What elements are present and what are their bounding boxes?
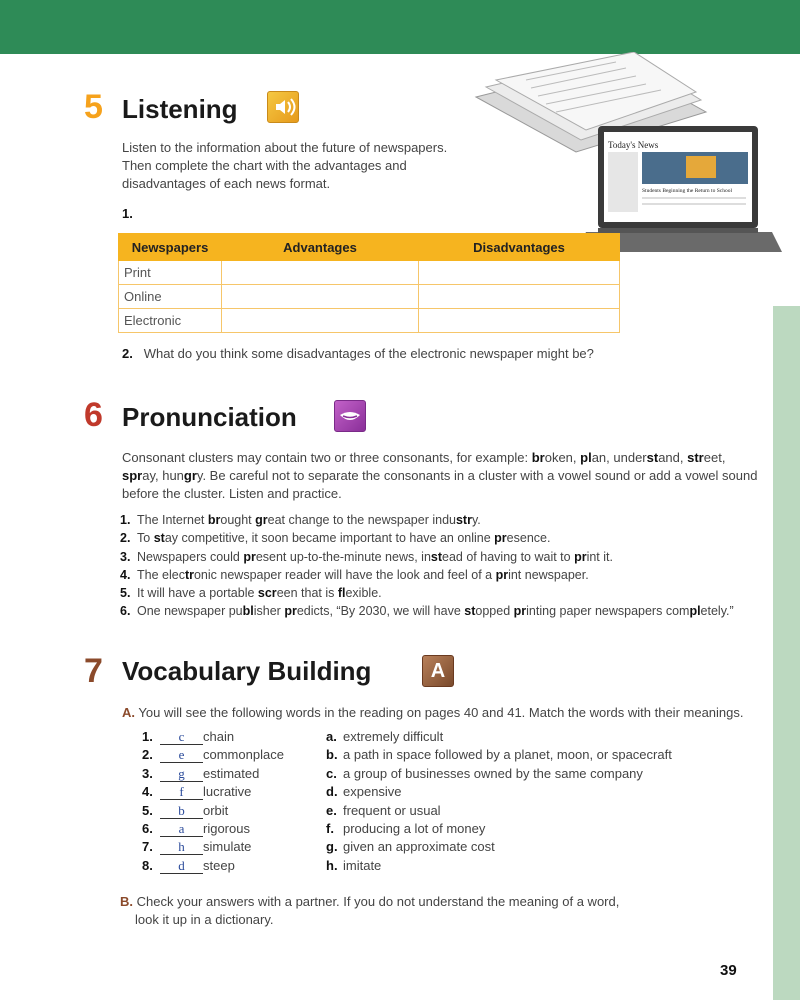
meaning-row: a. extremely difficult	[326, 729, 444, 744]
meaning-row: e. frequent or usual	[326, 802, 441, 818]
meaning-row: d. expensive	[326, 784, 402, 800]
disadvantages-cell[interactable]	[419, 309, 620, 333]
meaning-row: c. a group of businesses owned by the same company	[326, 765, 643, 781]
answer-blank[interactable]: g	[160, 767, 203, 782]
word: steep	[203, 857, 235, 873]
list-item: 2. To stay competitive, it soon became important to have an online presence.	[120, 531, 551, 546]
list-item: 6. One newspaper publisher predicts, “By 2030, we will have stopped printing paper newspapers completely.”	[120, 604, 734, 619]
answer-blank[interactable]: a	[160, 822, 203, 837]
meaning-row: g. given an approximate cost	[326, 839, 495, 855]
answer-blank[interactable]: e	[160, 748, 203, 763]
listening-instructions: Listen to the information about the future of newspapers. Then complete the chart with the advantages and disadvantages of each news format.	[122, 140, 448, 191]
disadvantages-cell[interactable]	[419, 285, 620, 309]
section-7-number: 7	[84, 652, 103, 690]
part-b-label: B.	[120, 894, 133, 909]
disadvantages-cell[interactable]	[419, 261, 620, 285]
pronunciation-list	[120, 511, 734, 621]
vocabulary-icon: A	[422, 655, 454, 687]
word-row: 1. c chain	[142, 729, 235, 744]
section-7-title: Vocabulary Building	[122, 656, 372, 686]
screen-masthead: Today's News	[608, 140, 659, 150]
meaning-row: h. imitate	[326, 857, 382, 873]
row-label: Electronic	[119, 309, 222, 333]
word-row: 8. d steep	[142, 857, 235, 873]
table-row	[119, 309, 620, 333]
advantages-cell[interactable]	[222, 309, 419, 333]
part-a-label: A.	[122, 705, 135, 720]
list-item: 3. Newspapers could present up-to-the-minute news, instead of having to wait to print it.	[120, 549, 613, 564]
pronunciation-intro: Consonant clusters may contain two or three consonants, for example: broken, plan, understand, street, spray, hungry. Be careful not to separate the consonants in a cluster with a vowel sound or add a vowel sound before the cluster. Listen and practice.	[122, 450, 758, 501]
part-a-text: You will see the following words in the reading on pages 40 and 41. Match the words with their meanings.	[138, 705, 744, 720]
row-label: Online	[119, 285, 222, 309]
side-tab	[773, 306, 800, 1000]
word: estimated	[203, 765, 260, 781]
pronunciation-mouth-icon	[334, 400, 366, 432]
word-row: 7. h simulate	[142, 839, 252, 855]
word-row: 6. a rigorous	[142, 820, 250, 836]
row-label: Print	[119, 261, 222, 285]
part-b-instructions: B. Check your answers with a partner. If you do not understand the meaning of a word, look it up in a dictionary.	[120, 894, 620, 927]
advantages-cell[interactable]	[222, 261, 419, 285]
header-newspapers: Newspapers	[119, 234, 222, 261]
word: commonplace	[203, 747, 284, 763]
page-number: 39	[720, 962, 737, 979]
word-row: 2. e commonplace	[142, 747, 284, 763]
word: rigorous	[203, 820, 250, 836]
advantages-cell[interactable]	[222, 285, 419, 309]
vocabulary-words	[142, 728, 284, 875]
part-a-instructions	[122, 704, 772, 722]
question-1-number: 1.	[122, 206, 133, 221]
table-row	[119, 285, 620, 309]
meaning-row: b. a path in space followed by a planet, moon, or spacecraft	[326, 747, 672, 763]
word: simulate	[203, 839, 252, 855]
header-advantages: Advantages	[222, 234, 419, 261]
question-2-number: 2.	[122, 346, 133, 361]
answer-blank[interactable]: c	[160, 730, 203, 745]
section-6-title: Pronunciation	[122, 402, 297, 432]
list-item: 5. It will have a portable screen that is flexible.	[120, 586, 382, 601]
top-banner	[0, 0, 800, 54]
question-2-text: What do you think some disadvantages of the electronic newspaper might be?	[143, 346, 594, 361]
word-row: 5. b orbit	[142, 802, 229, 818]
answer-blank[interactable]: d	[160, 859, 203, 874]
word: lucrative	[203, 784, 252, 800]
answer-blank[interactable]: b	[160, 804, 203, 819]
screen-headline: Students Beginning the Return to School	[642, 188, 732, 194]
word: chain	[203, 729, 235, 744]
word-row: 3. g estimated	[142, 765, 260, 781]
table-row	[119, 261, 620, 285]
section-5-title: Listening	[122, 94, 238, 124]
word: orbit	[203, 802, 229, 818]
list-item: 1. The Internet brought great change to the newspaper industry.	[120, 513, 481, 527]
list-item: 4. The electronic newspaper reader will have the look and feel of a print newspaper.	[120, 567, 589, 582]
answer-blank[interactable]: h	[160, 840, 203, 855]
word-row: 4. f lucrative	[142, 784, 252, 800]
answer-blank[interactable]: f	[160, 785, 203, 800]
vocabulary-meanings	[326, 728, 672, 875]
meaning-row: f. producing a lot of money	[326, 820, 486, 836]
audio-icon	[267, 91, 299, 123]
section-6-number: 6	[84, 396, 103, 434]
header-disadvantages: Disadvantages	[419, 234, 620, 261]
news-format-chart	[118, 233, 620, 333]
question-2	[122, 345, 594, 363]
section-5-number: 5	[84, 88, 103, 126]
